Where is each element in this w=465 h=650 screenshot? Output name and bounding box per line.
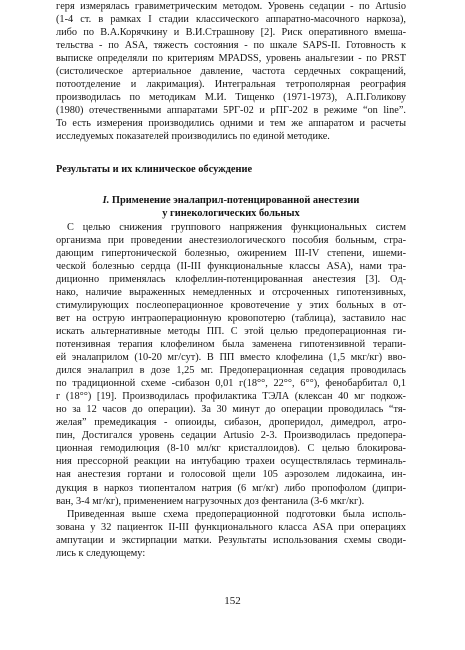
- text-line: организма при проведении анестезиологического пособия больным, стра-: [56, 234, 406, 246]
- text-line: (1980) отечественными аппаратами 5РГ-02 и рПГ-202 в режиме “on line”.: [56, 105, 406, 117]
- text-line: ампутации и экстирпации матки. Результаты использования схемы своди-: [56, 534, 406, 546]
- text-line: но за 12 часов до операции). За 30 минут до операции проводилась “тя-: [56, 404, 406, 416]
- paragraph-results: [56, 221, 406, 508]
- text-line: потоотделение и лакримация). Интегральная тетрополярная реография: [56, 79, 406, 91]
- text-line: стимулирующих послеоперационное кровотечение у этих больных в от-: [56, 299, 406, 311]
- text-line: исследуемых показателей производились по единой методике.: [56, 131, 330, 143]
- text-line: тельства - по ASA, тяжесть состояния - по шкале SAPS-II. Готовность к: [56, 40, 406, 52]
- paragraph-methods: [56, 0, 406, 144]
- text-line: ционная гемодилюция (8-10 мл/кг кристаллоидов). С целью блокирова-: [56, 443, 406, 455]
- paragraph-summary: [56, 508, 406, 560]
- text-line: ческой болезнью сердца (II-III функциональные классы ASA), нами тра-: [56, 260, 406, 272]
- text-line: желая” премедикация - опиоиды, сибазон, дроперидол, димедрол, атро-: [56, 417, 406, 429]
- text-line: ная анестезия гортани и голосовой щели 105 аэрозолем лидокаина, ин-: [56, 469, 406, 481]
- text-line: дился эналаприл в дозе 1,25 мг. Предоперационная седация проводилась: [56, 365, 406, 377]
- text-line: нако, наличие выраженных немедленных и отсроченных гипотензивных,: [56, 286, 406, 298]
- text-line: производилась по методикам М.И. Тищенко (1971-1973), А.П.Голикову: [56, 92, 406, 104]
- text-line: (1-4 ст. в рамках I стадии классического аппаратно-масочного наркоза),: [56, 14, 406, 26]
- text-line: выписке определяли по критериям MPADSS, уровень анальгезии - по PRST: [56, 53, 406, 65]
- text-line: вет на острую интраоперационную кровопотерю (таблица), заставило нас: [56, 312, 406, 324]
- text-line: искать альтернативные методы ПП. С этой целью предоперационная ги-: [56, 325, 406, 337]
- text-line: дающим гипертонической болезнью, ожирением III-IV степени, ишеми-: [56, 247, 406, 259]
- text-line: ния прессорной реакции на интубацию трахеи осуществлялась терминаль-: [56, 456, 406, 468]
- subsection-title-line-1: Применение эналаприл-потенцированной анестезии: [111, 194, 360, 206]
- subsection-title: [56, 194, 406, 220]
- text-line: диционно применялась клофеллин-потенцированная анестезия [3]. Од-: [56, 273, 406, 285]
- text-line: (систолическое артериальное давление, частота сердечных сокращений,: [56, 66, 406, 78]
- text-line: ван, 3-4 мг/кг), применением нагрузочных доз фентанила (3-6 мкг/кг).: [56, 495, 365, 507]
- text-line: ей эналаприлом (10-20 мг/сут). В ПП вместо клофелина (1,5 мкг/кг) вво-: [56, 352, 406, 364]
- subsection-title-line-2: у гинекологических больных: [162, 207, 300, 219]
- page-number: 152: [224, 595, 241, 607]
- text-line: зована у 32 пациенток II-III функционального класса ASA при операциях: [56, 521, 406, 533]
- page-content: [56, 0, 406, 560]
- text-line: дукция в наркоз тиопенталом натрия (6 мг/кг) либо пропофолом (дипри-: [56, 482, 406, 494]
- section-title: Результаты и их клиническое обсуждение: [56, 163, 253, 175]
- text-line: пин, Достигался уровень седации Artusio 2-3. Производилась предопера-: [56, 430, 406, 442]
- subsection-number: I.: [102, 194, 110, 206]
- text-line: потензивная терапия клофелином была заменена гипотензивной терапи-: [56, 338, 406, 350]
- text-line: либо по В.А.Корячкину и В.И.Страшнову [2]. Риск оперативного вмеша-: [56, 27, 406, 39]
- text-line: С целью снижения группового напряжения функциональных систем: [67, 221, 406, 233]
- text-line: по традиционной схеме -сибазон 0,01 г(18°°, 22°°, 6°°), фенобарбитал 0,1: [56, 378, 406, 390]
- text-line: Приведенная выше схема предоперационной подготовки была исполь-: [67, 508, 406, 520]
- text-line: То есть измерения производились одними и тем же аппаратом и расчеты: [56, 118, 406, 130]
- text-line: гeря измерялась гравиметрическим методом. Уровень седации - по Artusio: [56, 1, 406, 12]
- text-line: г (18°°) [19]. Производилась профилактика ТЭЛА (клексан 40 мг подкож-: [56, 391, 406, 403]
- text-line: лись к следующему:: [56, 547, 146, 559]
